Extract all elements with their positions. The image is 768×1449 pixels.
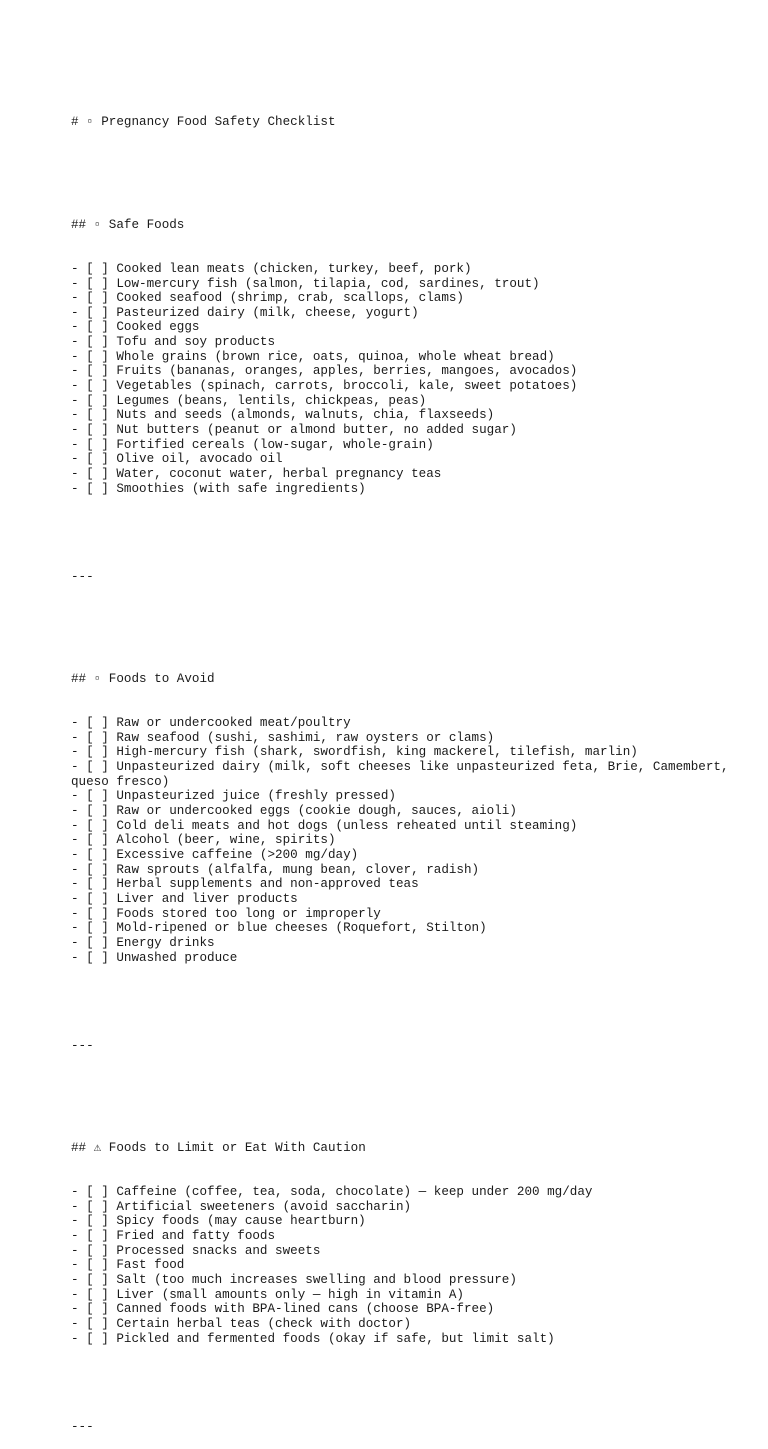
- checklist-item: - [ ] Canned foods with BPA-lined cans (choose BPA-free): [71, 1302, 495, 1317]
- checklist-item: - [ ] Processed snacks and sweets: [71, 1243, 321, 1258]
- checklist-item: - [ ] Cold deli meats and hot dogs (unless reheated until steaming): [71, 818, 578, 833]
- checklist-item: - [ ] Energy drinks: [71, 936, 215, 951]
- checklist-item: - [ ] Raw or undercooked eggs (cookie dough, sauces, aioli): [71, 804, 517, 819]
- section-list-foods-to-avoid: [71, 716, 737, 965]
- checklist-item: - [ ] Fortified cereals (low-sugar, whole-grain): [71, 437, 434, 452]
- checklist-item: - [ ] Herbal supplements and non-approved teas: [71, 877, 419, 892]
- checklist-item: - [ ] Unpasteurized dairy (milk, soft cheeses like unpasteurized feta, Brie, Camembert, queso fresco): [71, 760, 737, 789]
- blank-line: [71, 995, 731, 1010]
- checklist-item: - [ ] High-mercury fish (shark, swordfish, king mackerel, tilefish, marlin): [71, 745, 638, 760]
- checklist-item: - [ ] Caffeine (coffee, tea, soda, chocolate) — keep under 200 mg/day: [71, 1185, 593, 1200]
- checklist-item: - [ ] Whole grains (brown rice, oats, quinoa, whole wheat bread): [71, 349, 555, 364]
- checklist-item: - [ ] Spicy foods (may cause heartburn): [71, 1214, 366, 1229]
- checklist-item: - [ ] Fast food: [71, 1258, 185, 1273]
- checklist-item: - [ ] Liver and liver products: [71, 892, 298, 907]
- checklist-item: - [ ] Nut butters (peanut or almond butter, no added sugar): [71, 423, 517, 438]
- separator: ---: [71, 1419, 94, 1434]
- checklist-item: - [ ] Artificial sweeteners (avoid saccharin): [71, 1199, 412, 1214]
- checklist-item: - [ ] Nuts and seeds (almonds, walnuts, chia, flaxseeds): [71, 408, 495, 423]
- separator: ---: [71, 569, 94, 584]
- checklist-item: - [ ] Excessive caffeine (>200 mg/day): [71, 848, 359, 863]
- checklist-item: - [ ] Alcohol (beer, wine, spirits): [71, 833, 336, 848]
- blank-line: [71, 526, 731, 541]
- blank-line: [71, 1376, 731, 1391]
- checklist-item: - [ ] Pickled and fermented foods (okay if safe, but limit salt): [71, 1331, 555, 1346]
- checklist-item: - [ ] Tofu and soy products: [71, 335, 276, 350]
- checklist-item: - [ ] Foods stored too long or improperly: [71, 906, 381, 921]
- section-list-foods-to-limit: [71, 1185, 731, 1346]
- checklist-item: - [ ] Cooked eggs: [71, 320, 200, 335]
- checklist-item: - [ ] Raw seafood (sushi, sashimi, raw oysters or clams): [71, 730, 495, 745]
- blank-line: [71, 1083, 731, 1098]
- checklist-item: - [ ] Certain herbal teas (check with doctor): [71, 1317, 412, 1332]
- section-heading-foods-to-avoid: ## ▫ Foods to Avoid: [71, 672, 215, 687]
- checklist-item: - [ ] Smoothies (with safe ingredients): [71, 481, 366, 496]
- blank-line: [71, 159, 731, 174]
- separator: ---: [71, 1038, 94, 1053]
- section-list-safe-foods: [71, 262, 731, 497]
- checklist-item: - [ ] Raw or undercooked meat/poultry: [71, 716, 351, 731]
- checklist-item: - [ ] Salt (too much increases swelling and blood pressure): [71, 1273, 517, 1288]
- checklist-item: - [ ] Water, coconut water, herbal pregnancy teas: [71, 467, 442, 482]
- checklist-item: - [ ] Legumes (beans, lentils, chickpeas, peas): [71, 393, 427, 408]
- checklist-item: - [ ] Liver (small amounts only — high in vitamin A): [71, 1287, 464, 1302]
- checklist-item: - [ ] Pasteurized dairy (milk, cheese, yogurt): [71, 305, 419, 320]
- page-title: # ▫ Pregnancy Food Safety Checklist: [71, 115, 336, 130]
- checklist-item: - [ ] Low-mercury fish (salmon, tilapia, cod, sardines, trout): [71, 276, 540, 291]
- checklist-item: - [ ] Fried and fatty foods: [71, 1229, 276, 1244]
- checklist-item: - [ ] Cooked lean meats (chicken, turkey, beef, pork): [71, 261, 472, 276]
- checklist-item: - [ ] Olive oil, avocado oil: [71, 452, 283, 467]
- document-body: [71, 86, 737, 1449]
- checklist-item: - [ ] Unpasteurized juice (freshly pressed): [71, 789, 396, 804]
- checklist-item: - [ ] Fruits (bananas, oranges, apples, berries, mangoes, avocados): [71, 364, 578, 379]
- section-heading-foods-to-limit: ## ⚠ Foods to Limit or Eat With Caution: [71, 1141, 366, 1156]
- checklist-item: - [ ] Raw sprouts (alfalfa, mung bean, clover, radish): [71, 862, 480, 877]
- checklist-item: - [ ] Vegetables (spinach, carrots, broccoli, kale, sweet potatoes): [71, 379, 578, 394]
- section-heading-safe-foods: ## ▫ Safe Foods: [71, 217, 185, 232]
- checklist-item: - [ ] Unwashed produce: [71, 950, 238, 965]
- blank-line: [71, 614, 731, 629]
- checklist-item: - [ ] Mold-ripened or blue cheeses (Roquefort, Stilton): [71, 921, 487, 936]
- checklist-item: - [ ] Cooked seafood (shrimp, crab, scallops, clams): [71, 291, 464, 306]
